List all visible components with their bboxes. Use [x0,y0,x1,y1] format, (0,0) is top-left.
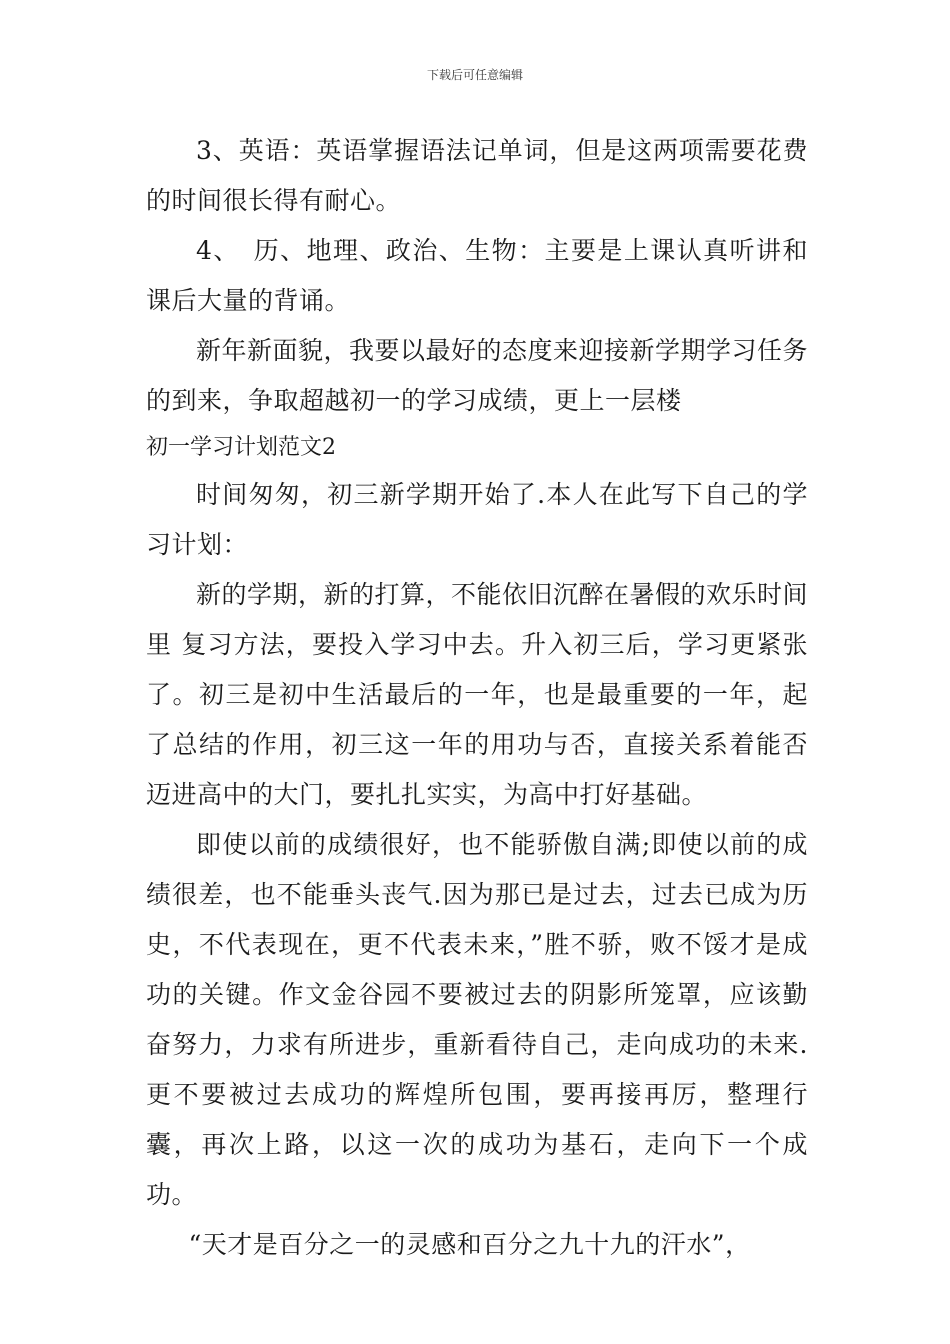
paragraph-quote: “天才是百分之一的灵感和百分之九十九的汗水”， [188,1230,751,1259]
paragraph-past-grades: 即使以前的成绩很好，也不能骄傲自满;即使以前的成绩很差，也不能垂头丧气.因为那已是过去，过去已成为历史，不代表现在，更不代表未来，”胜不骄，败不馁才是成功的关键。作文金谷园不要被过去的阴影所笼罩，应该勤奋努力，力求有所进步，重新看待自己，走向成功的未来.更不要被过去成功的辉煌所包围，要再接再厉，整理行囊，再次上路，以这一次的成功为基石，走向下一个成功。 [146,830,808,1209]
section-heading: 初一学习计划范文2 [146,435,336,460]
paragraph-new-semester: 新的学期，新的打算，不能依旧沉醉在暑假的欢乐时间里 复习方法，要投入学习中去。升入初三后，学习更紧张了。初三是初中生活最后的一年，也是最重要的一年，起了总结的作用，初三这一年的用功与否，直接关系着能否迈进高中的大门，要扎扎实实，为高中打好基础。 [146,580,809,809]
document-body [146,126,808,1270]
page-header-note: 下载后可任意编辑 [426,68,523,82]
paragraph-intro: 时间匆匆，初三新学期开始了.本人在此写下自己的学习计划： [146,480,808,559]
paragraph-history-geography: 4、 历、地理、政治、生物：主要是上课认真听讲和课后大量的背诵。 [146,236,808,315]
paragraph-new-year: 新年新面貌，我要以最好的态度来迎接新学期学习任务的到来，争取超越初一的学习成绩，更上一层楼 [146,336,809,415]
paragraph-english: 3、英语：英语掌握语法记单词，但是这两项需要花费的时间很长得有耐心。 [146,136,808,215]
